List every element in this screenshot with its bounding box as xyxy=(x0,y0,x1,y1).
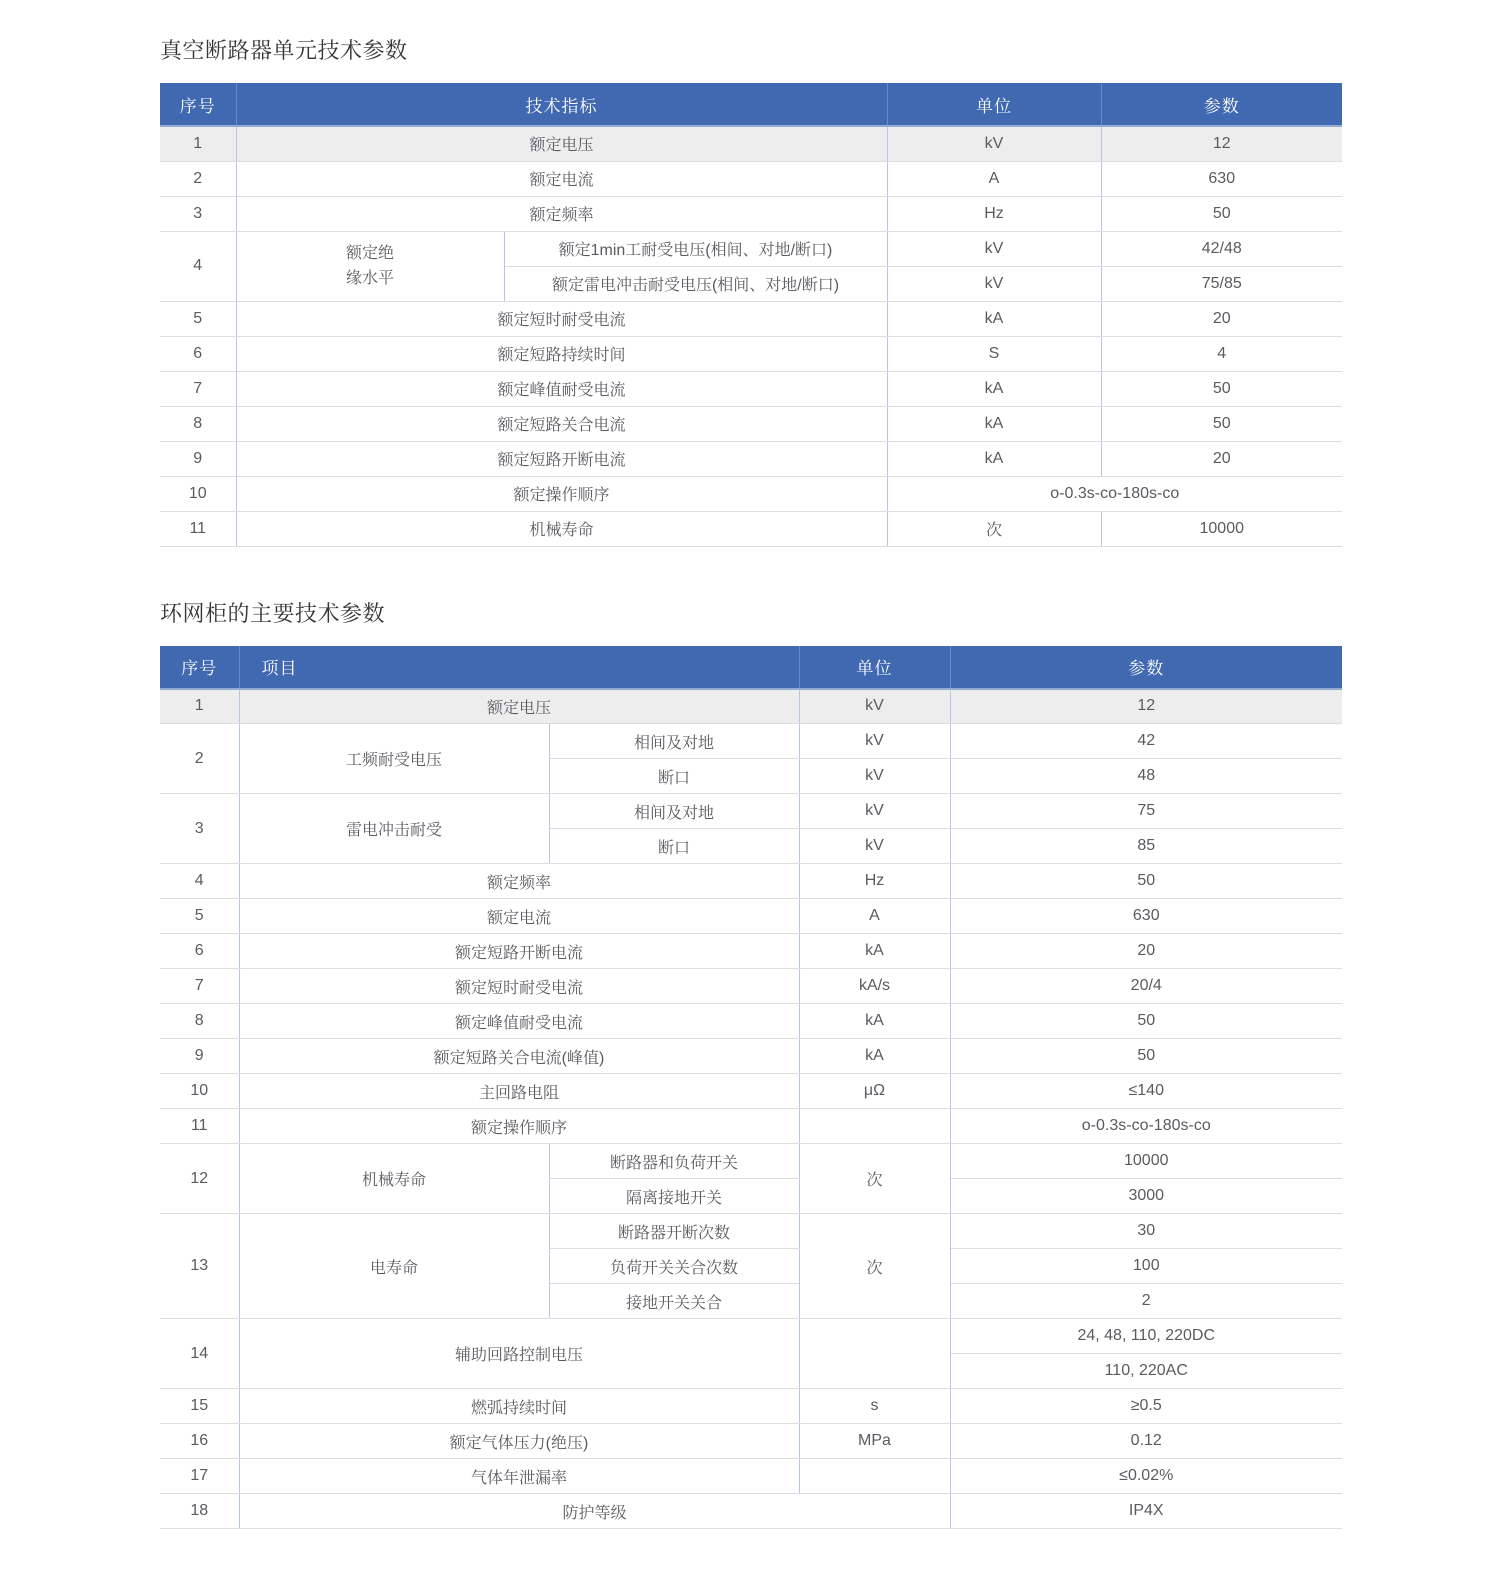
cell-value: ≥0.5 xyxy=(950,1389,1342,1424)
cell-value: 50 xyxy=(950,1039,1342,1074)
cell-item: 雷电冲击耐受 xyxy=(239,794,549,864)
cell-unit: μΩ xyxy=(799,1074,950,1109)
cell-value: 75/85 xyxy=(1101,266,1342,301)
cell-unit: kA xyxy=(887,406,1101,441)
cell-value: 42/48 xyxy=(1101,231,1342,266)
cell-value: 630 xyxy=(1101,161,1342,196)
cell-value: 50 xyxy=(950,864,1342,899)
cell-no: 6 xyxy=(160,336,236,371)
cell-no: 4 xyxy=(160,864,239,899)
vacuum-breaker-params-table xyxy=(160,83,1342,547)
cell-value: ≤140 xyxy=(950,1074,1342,1109)
cell-value: 10000 xyxy=(950,1144,1342,1179)
cell-unit: Hz xyxy=(887,196,1101,231)
table-row xyxy=(160,511,1342,546)
table-row xyxy=(160,1494,1342,1529)
cell-subitem: 断路器和负荷开关 xyxy=(549,1144,799,1179)
cell-subitem: 断口 xyxy=(549,759,799,794)
cell-value: IP4X xyxy=(950,1494,1342,1529)
cell-value: 42 xyxy=(950,724,1342,759)
cell-item: 额定短时耐受电流 xyxy=(239,969,799,1004)
cell-value: 10000 xyxy=(1101,511,1342,546)
cell-no: 1 xyxy=(160,689,239,724)
cell-no: 1 xyxy=(160,126,236,161)
cell-value: 20/4 xyxy=(950,969,1342,1004)
cell-value: 50 xyxy=(1101,371,1342,406)
cell-no: 12 xyxy=(160,1144,239,1214)
cell-value: 0.12 xyxy=(950,1424,1342,1459)
cell-value: 50 xyxy=(1101,406,1342,441)
ring-main-unit-params-table xyxy=(160,646,1342,1530)
table-row xyxy=(160,1214,1342,1249)
cell-item: 额定短路持续时间 xyxy=(236,336,887,371)
cell-unit: kA xyxy=(887,371,1101,406)
cell-no: 5 xyxy=(160,899,239,934)
cell-value: 48 xyxy=(950,759,1342,794)
cell-item: 额定峰值耐受电流 xyxy=(236,371,887,406)
cell-unit: kA xyxy=(799,1039,950,1074)
cell-item: 额定操作顺序 xyxy=(236,476,887,511)
cell-no: 16 xyxy=(160,1424,239,1459)
cell-unit: 次 xyxy=(799,1214,950,1319)
cell-unit xyxy=(799,1319,950,1389)
cell-subitem: 隔离接地开关 xyxy=(549,1179,799,1214)
cell-no: 5 xyxy=(160,301,236,336)
item-line: 缘水平 xyxy=(345,270,394,287)
cell-no: 2 xyxy=(160,161,236,196)
cell-value: o-0.3s-co-180s-co xyxy=(887,476,1342,511)
cell-subitem: 负荷开关关合次数 xyxy=(549,1249,799,1284)
cell-unit: MPa xyxy=(799,1424,950,1459)
table-row xyxy=(160,126,1342,161)
cell-unit xyxy=(799,1109,950,1144)
cell-item: 额定频率 xyxy=(236,196,887,231)
header-value: 参数 xyxy=(950,646,1342,689)
cell-value: 12 xyxy=(1101,126,1342,161)
table-header-row xyxy=(160,646,1342,689)
table1-title: 真空断路器单元技术参数 xyxy=(160,38,408,63)
cell-value: 2 xyxy=(950,1284,1342,1319)
table-row xyxy=(160,1389,1342,1424)
cell-item: 额定频率 xyxy=(239,864,799,899)
cell-no: 7 xyxy=(160,371,236,406)
cell-item: 额定短路关合电流 xyxy=(236,406,887,441)
cell-item: 额定短时耐受电流 xyxy=(236,301,887,336)
cell-no: 7 xyxy=(160,969,239,1004)
cell-item: 气体年泄漏率 xyxy=(239,1459,799,1494)
table-row xyxy=(160,794,1342,829)
cell-no: 4 xyxy=(160,231,236,301)
cell-value: 50 xyxy=(950,1004,1342,1039)
cell-item: 额定短路关合电流(峰值) xyxy=(239,1039,799,1074)
cell-unit: A xyxy=(799,899,950,934)
cell-no: 17 xyxy=(160,1459,239,1494)
cell-unit: 次 xyxy=(887,511,1101,546)
table-row xyxy=(160,1424,1342,1459)
table-row xyxy=(160,161,1342,196)
table-row xyxy=(160,724,1342,759)
cell-item: 辅助回路控制电压 xyxy=(239,1319,799,1389)
cell-unit: kV xyxy=(799,689,950,724)
table-header-row xyxy=(160,83,1342,126)
cell-item: 额定气体压力(绝压) xyxy=(239,1424,799,1459)
table-row xyxy=(160,899,1342,934)
cell-unit: kV xyxy=(799,724,950,759)
cell-subitem: 断口 xyxy=(549,829,799,864)
cell-value: 20 xyxy=(950,934,1342,969)
cell-subitem: 相间及对地 xyxy=(549,794,799,829)
cell-value: o-0.3s-co-180s-co xyxy=(950,1109,1342,1144)
cell-unit: 次 xyxy=(799,1144,950,1214)
cell-no: 10 xyxy=(160,1074,239,1109)
table-row xyxy=(160,406,1342,441)
cell-value: 24, 48, 110, 220DC xyxy=(950,1319,1342,1354)
cell-value: 50 xyxy=(1101,196,1342,231)
cell-item: 机械寿命 xyxy=(239,1144,549,1214)
cell-item: 工频耐受电压 xyxy=(239,724,549,794)
cell-no: 3 xyxy=(160,794,239,864)
cell-item: 额定电流 xyxy=(239,899,799,934)
header-no: 序号 xyxy=(160,646,239,689)
cell-no: 9 xyxy=(160,441,236,476)
table-row xyxy=(160,231,1342,266)
table-row xyxy=(160,1144,1342,1179)
cell-value: 4 xyxy=(1101,336,1342,371)
cell-item: 额定电压 xyxy=(236,126,887,161)
header-item: 项目 xyxy=(239,646,799,689)
cell-value: 630 xyxy=(950,899,1342,934)
cell-no: 15 xyxy=(160,1389,239,1424)
cell-item: 额定电流 xyxy=(236,161,887,196)
cell-no: 13 xyxy=(160,1214,239,1319)
cell-unit: s xyxy=(799,1389,950,1424)
cell-no: 2 xyxy=(160,724,239,794)
item-line: 额定绝 xyxy=(345,245,394,262)
cell-unit: kA xyxy=(799,934,950,969)
cell-no: 3 xyxy=(160,196,236,231)
cell-subitem: 接地开关关合 xyxy=(549,1284,799,1319)
cell-item: 燃弧持续时间 xyxy=(239,1389,799,1424)
cell-value: 75 xyxy=(950,794,1342,829)
cell-no: 18 xyxy=(160,1494,239,1529)
table-row xyxy=(160,1074,1342,1109)
table-row xyxy=(160,196,1342,231)
header-value: 参数 xyxy=(1101,83,1342,126)
cell-item: 额定电压 xyxy=(239,689,799,724)
cell-unit: A xyxy=(887,161,1101,196)
cell-no: 9 xyxy=(160,1039,239,1074)
header-no: 序号 xyxy=(160,83,236,126)
cell-value: 30 xyxy=(950,1214,1342,1249)
cell-item: 机械寿命 xyxy=(236,511,887,546)
header-unit: 单位 xyxy=(887,83,1101,126)
cell-value: ≤0.02% xyxy=(950,1459,1342,1494)
table-row xyxy=(160,476,1342,511)
cell-no: 10 xyxy=(160,476,236,511)
cell-unit: kA/s xyxy=(799,969,950,1004)
table-row xyxy=(160,689,1342,724)
cell-value: 110, 220AC xyxy=(950,1354,1342,1389)
cell-subitem: 断路器开断次数 xyxy=(549,1214,799,1249)
cell-subitem: 额定雷电冲击耐受电压(相间、对地/断口) xyxy=(504,266,887,301)
table-row xyxy=(160,969,1342,1004)
cell-unit xyxy=(799,1459,950,1494)
cell-no: 11 xyxy=(160,511,236,546)
table-row xyxy=(160,1109,1342,1144)
cell-item: 额定操作顺序 xyxy=(239,1109,799,1144)
table-row xyxy=(160,371,1342,406)
cell-no: 8 xyxy=(160,406,236,441)
table2-title: 环网柜的主要技术参数 xyxy=(160,600,386,626)
table-row xyxy=(160,1039,1342,1074)
cell-unit: kA xyxy=(887,441,1101,476)
cell-value: 3000 xyxy=(950,1179,1342,1214)
cell-value: 85 xyxy=(950,829,1342,864)
cell-unit: kV xyxy=(887,266,1101,301)
cell-unit: kV xyxy=(799,794,950,829)
cell-unit: kV xyxy=(887,231,1101,266)
cell-value: 20 xyxy=(1101,301,1342,336)
cell-subitem: 相间及对地 xyxy=(549,724,799,759)
cell-no: 14 xyxy=(160,1319,239,1389)
cell-value: 20 xyxy=(1101,441,1342,476)
cell-item xyxy=(236,231,504,301)
cell-item: 主回路电阻 xyxy=(239,1074,799,1109)
cell-unit: S xyxy=(887,336,1101,371)
table-row xyxy=(160,336,1342,371)
table-row xyxy=(160,441,1342,476)
header-item: 技术指标 xyxy=(236,83,887,126)
cell-unit: kA xyxy=(799,1004,950,1039)
cell-item: 额定短路开断电流 xyxy=(236,441,887,476)
cell-no: 11 xyxy=(160,1109,239,1144)
table-row xyxy=(160,934,1342,969)
cell-item: 额定短路开断电流 xyxy=(239,934,799,969)
table-row xyxy=(160,864,1342,899)
cell-unit: kV xyxy=(887,126,1101,161)
cell-no: 8 xyxy=(160,1004,239,1039)
table-row xyxy=(160,1319,1342,1354)
cell-item: 防护等级 xyxy=(239,1494,950,1529)
cell-item: 额定峰值耐受电流 xyxy=(239,1004,799,1039)
table-row xyxy=(160,1459,1342,1494)
cell-unit: kV xyxy=(799,759,950,794)
cell-no: 6 xyxy=(160,934,239,969)
cell-unit: Hz xyxy=(799,864,950,899)
cell-value: 12 xyxy=(950,689,1342,724)
cell-subitem: 额定1min工耐受电压(相间、对地/断口) xyxy=(504,231,887,266)
cell-unit: kV xyxy=(799,829,950,864)
table-row xyxy=(160,1004,1342,1039)
cell-item: 电寿命 xyxy=(239,1214,549,1319)
cell-unit: kA xyxy=(887,301,1101,336)
header-unit: 单位 xyxy=(799,646,950,689)
table-row xyxy=(160,301,1342,336)
cell-value: 100 xyxy=(950,1249,1342,1284)
